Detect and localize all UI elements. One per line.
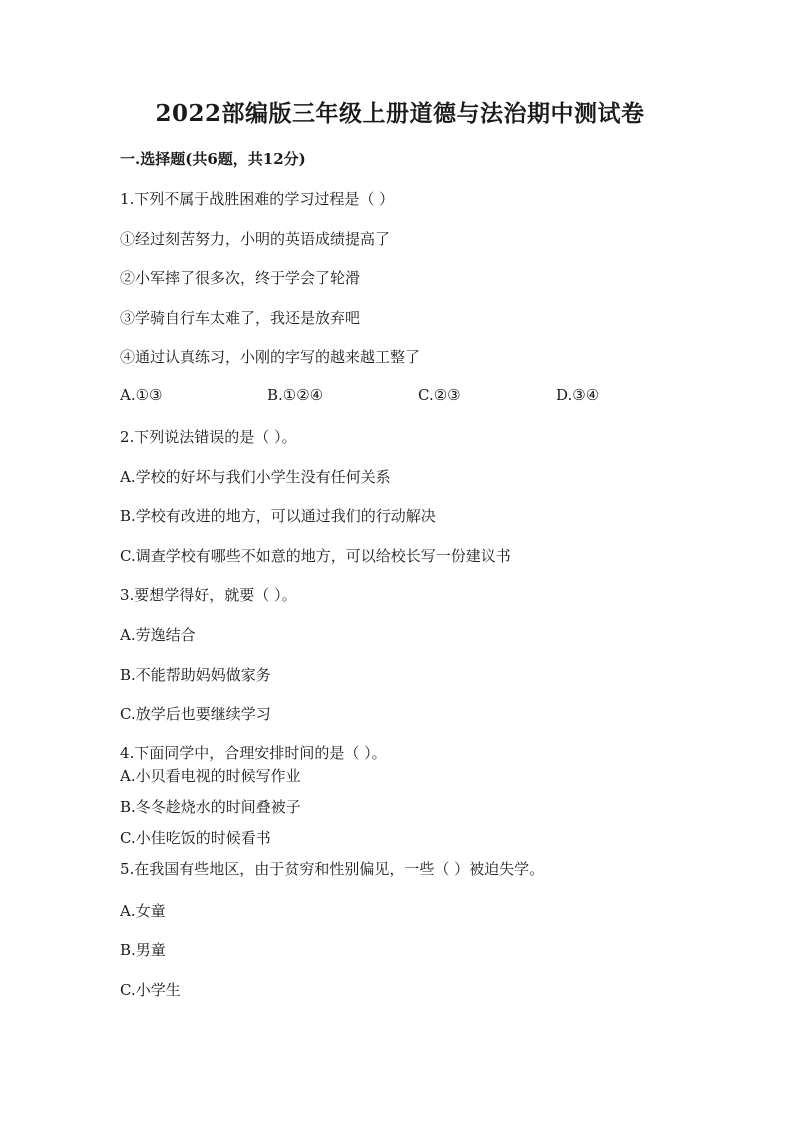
question-2-option-c: C.调查学校有哪些不如意的地方，可以给校长写一份建议书 xyxy=(120,547,511,565)
question-4-stem: 4.下面同学中，合理安排时间的是（ ）。 xyxy=(120,744,387,762)
page-title: 2022部编版三年级上册道德与法治期中测试卷 xyxy=(155,100,645,127)
question-5-option-a: A.女童 xyxy=(120,902,166,920)
question-4-option-c: C.小佳吃饭的时候看书 xyxy=(120,829,271,847)
question-3-stem: 3.要想学得好，就要（ ）。 xyxy=(120,586,297,604)
question-4-option-a: A.小贝看电视的时候写作业 xyxy=(120,767,301,785)
question-2-option-a: A.学校的好坏与我们小学生没有任何关系 xyxy=(120,468,391,486)
question-1-stem: 1.下列不属于战胜困难的学习过程是（ ） xyxy=(120,190,395,208)
question-1-item-1: ①经过刻苦努力，小明的英语成绩提高了 xyxy=(120,230,391,248)
question-3-option-a: A.劳逸结合 xyxy=(120,626,196,644)
section-heading: 一.选择题(共6题，共12分) xyxy=(120,150,306,168)
question-1-item-3: ③学骑自行车太难了，我还是放弃吧 xyxy=(120,309,361,327)
question-3-option-c: C.放学后也要继续学习 xyxy=(120,705,271,723)
question-1-option-c: C.②③ xyxy=(418,386,461,404)
question-1-option-a: A.①③ xyxy=(120,386,163,404)
question-1-item-4: ④通过认真练习，小刚的字写的越来越工整了 xyxy=(120,348,421,366)
question-1-option-b: B.①②④ xyxy=(267,386,324,404)
question-1-item-2: ②小军摔了很多次，终于学会了轮滑 xyxy=(120,269,361,287)
question-5-option-c: C.小学生 xyxy=(120,981,181,999)
question-4-option-b: B.冬冬趁烧水的时间叠被子 xyxy=(120,798,301,816)
question-2-stem: 2.下列说法错误的是（ ）。 xyxy=(120,428,297,446)
question-1-option-d: D.③④ xyxy=(556,386,600,404)
question-1-options xyxy=(120,386,720,408)
question-3-option-b: B.不能帮助妈妈做家务 xyxy=(120,666,271,684)
question-5-stem: 5.在我国有些地区，由于贫穷和性别偏见，一些（ ）被迫失学。 xyxy=(120,860,545,878)
question-2-option-b: B.学校有改进的地方，可以通过我们的行动解决 xyxy=(120,507,436,525)
question-5-option-b: B.男童 xyxy=(120,941,166,959)
